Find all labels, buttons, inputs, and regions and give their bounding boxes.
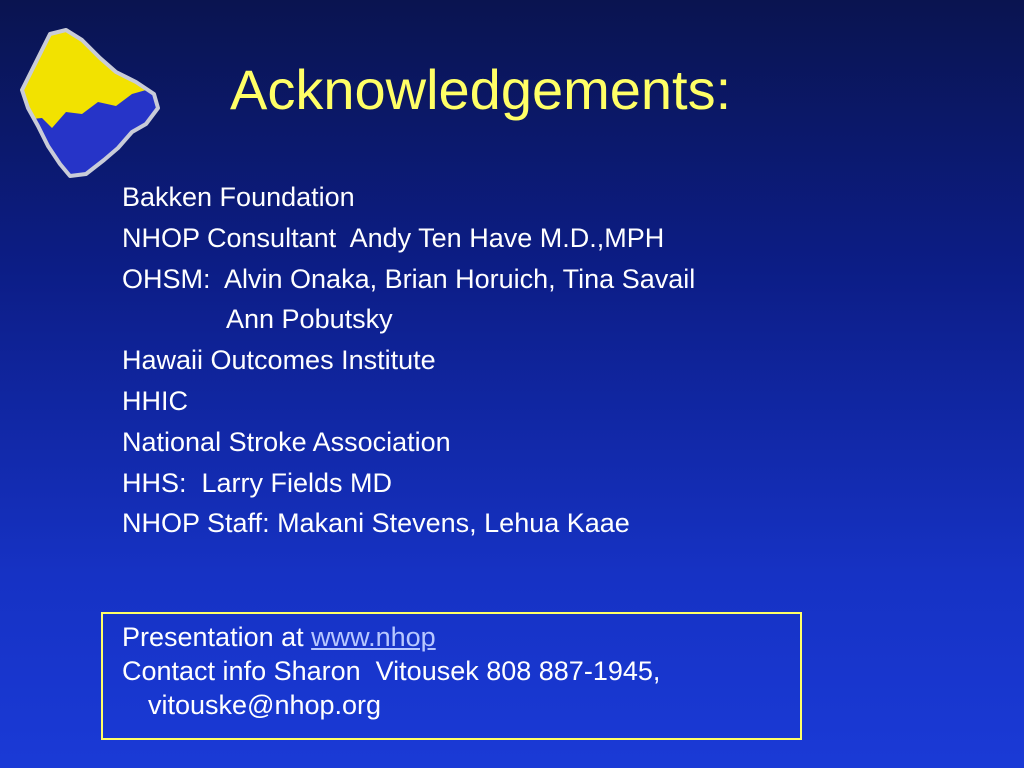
presentation-label: Presentation at — [122, 622, 312, 652]
acknowledgements-list — [122, 177, 695, 544]
presentation-link[interactable]: www.nhop — [311, 622, 436, 652]
hawaii-island-icon — [20, 28, 160, 178]
contact-info-text — [122, 620, 660, 722]
list-item: National Stroke Association — [122, 426, 451, 457]
list-item: HHS: Larry Fields MD — [122, 467, 393, 498]
list-item: NHOP Staff: Makani Stevens, Lehua Kaae — [122, 508, 630, 539]
slide-title: Acknowledgements: — [230, 58, 732, 121]
list-item: OHSM: Alvin Onaka, Brian Horuich, Tina Savail — [122, 263, 696, 294]
list-item: HHIC — [122, 385, 188, 416]
list-item: Bakken Foundation — [122, 182, 355, 212]
presentation-line — [122, 620, 660, 654]
list-item: Hawaii Outcomes Institute — [122, 345, 436, 376]
contact-email: vitouske@nhop.org — [148, 690, 382, 720]
list-item: Ann Pobutsky — [226, 304, 393, 335]
contact-line: Contact info Sharon Vitousek 808 887-1945, — [122, 656, 661, 686]
list-item: NHOP Consultant Andy Ten Have M.D.,MPH — [122, 222, 665, 253]
